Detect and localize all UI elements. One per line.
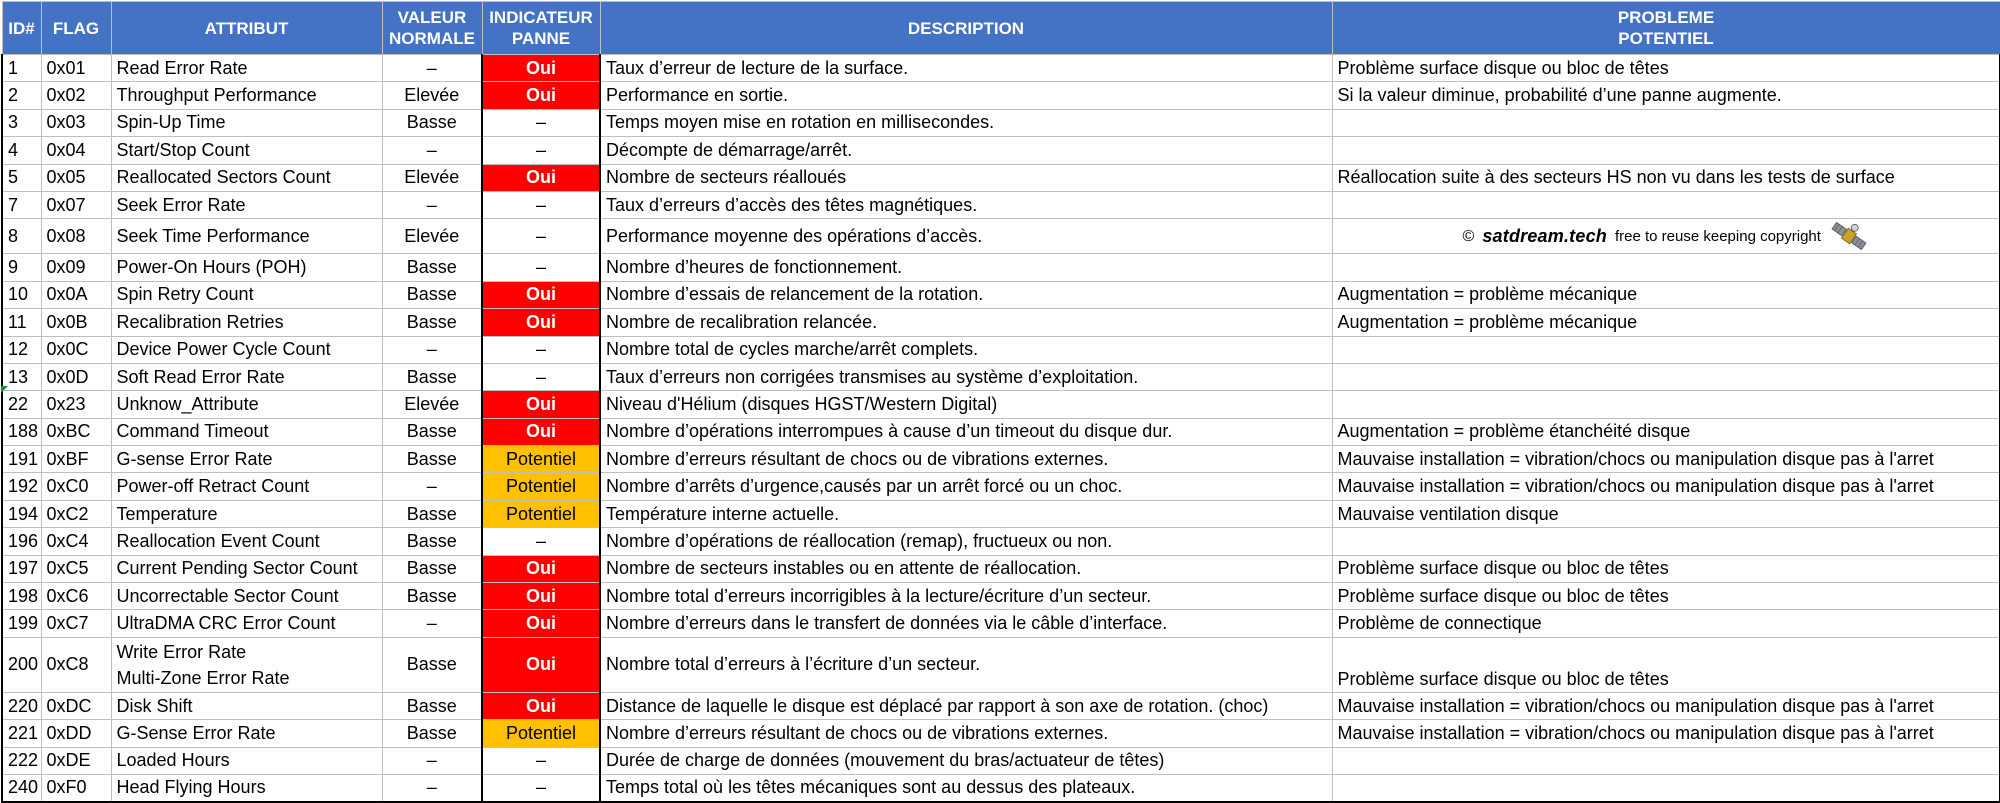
table-row bbox=[2, 219, 2000, 254]
brand-name: satdream.tech bbox=[1482, 225, 1607, 246]
cell-valeur-normale: – bbox=[382, 610, 482, 637]
table-header bbox=[2, 2, 2000, 55]
cell-attribut bbox=[111, 500, 382, 527]
table-row bbox=[2, 137, 2000, 164]
cell-indicateur-panne: – bbox=[482, 336, 600, 363]
cell-valeur-normale: – bbox=[382, 747, 482, 774]
cell-indicateur-panne: Potentiel bbox=[482, 720, 600, 747]
table-row bbox=[2, 191, 2000, 218]
cell-id: 5 bbox=[2, 164, 41, 191]
cell-valeur-normale: Basse bbox=[382, 500, 482, 527]
header-probleme-line2: POTENTIEL bbox=[1618, 29, 1714, 48]
cell-valeur-normale: Basse bbox=[382, 309, 482, 336]
cell-id: 9 bbox=[2, 254, 41, 281]
cell-valeur-normale: – bbox=[382, 55, 482, 82]
cell-indicateur-panne: Oui bbox=[482, 281, 600, 308]
cell-probleme-potentiel: Augmentation = problème étanchéité disque bbox=[1332, 418, 2000, 445]
cell-id: 11 bbox=[2, 309, 41, 336]
cell-attribut bbox=[111, 391, 382, 418]
cell-description: Durée de charge de données (mouvement du bras/actuateur de têtes) bbox=[600, 747, 1332, 774]
cell-flag: 0xC2 bbox=[41, 500, 111, 527]
cell-flag: 0x09 bbox=[41, 254, 111, 281]
cell-probleme-potentiel: Mauvaise installation = vibration/chocs ou manipulation disque pas à l'arret bbox=[1332, 720, 2000, 747]
cell-probleme-potentiel: Augmentation = problème mécanique bbox=[1332, 309, 2000, 336]
cell-id: 196 bbox=[2, 528, 41, 555]
attribut-name: G-Sense Error Rate bbox=[116, 722, 276, 743]
cell-attribut bbox=[111, 692, 382, 719]
cell-flag: 0x23 bbox=[41, 391, 111, 418]
cell-flag: 0xC6 bbox=[41, 583, 111, 610]
table-row bbox=[2, 610, 2000, 637]
cell-id: 197 bbox=[2, 555, 41, 582]
attribut-name: Seek Time Performance bbox=[116, 225, 310, 246]
cell-flag: 0x02 bbox=[41, 82, 111, 109]
cell-indicateur-panne: – bbox=[482, 747, 600, 774]
cell-valeur-normale: – bbox=[382, 774, 482, 801]
cell-attribut bbox=[111, 219, 382, 254]
cell-id: 240 bbox=[2, 774, 41, 801]
cell-valeur-normale: Basse bbox=[382, 555, 482, 582]
cell-attribut bbox=[111, 528, 382, 555]
cell-probleme-potentiel: Problème surface disque ou bloc de têtes bbox=[1332, 555, 2000, 582]
table-row bbox=[2, 446, 2000, 473]
cell-probleme-potentiel bbox=[1332, 336, 2000, 363]
cell-valeur-normale: Elevée bbox=[382, 391, 482, 418]
cell-attribut bbox=[111, 363, 382, 390]
cell-probleme-potentiel bbox=[1332, 391, 2000, 418]
cell-description: Taux d’erreurs d’accès des têtes magnétiques. bbox=[600, 191, 1332, 218]
cell-valeur-normale: Basse bbox=[382, 109, 482, 136]
cell-flag: 0x03 bbox=[41, 109, 111, 136]
cell-indicateur-panne: Potentiel bbox=[482, 500, 600, 527]
satellite-icon bbox=[1829, 219, 1869, 253]
cell-probleme-potentiel bbox=[1332, 747, 2000, 774]
cell-flag: 0x0C bbox=[41, 336, 111, 363]
header-valeur-line2: NORMALE bbox=[389, 29, 475, 48]
attribut-name: Head Flying Hours bbox=[116, 777, 266, 798]
attribut-name: Recalibration Retries bbox=[116, 311, 284, 332]
attribut-name: Multi-Zone Error Rate bbox=[116, 667, 290, 688]
cell-description: Nombre d’opérations de réallocation (remap), fructueux ou non. bbox=[600, 528, 1332, 555]
cell-flag: 0x0D bbox=[41, 363, 111, 390]
cell-id: 199 bbox=[2, 610, 41, 637]
cell-description: Nombre de secteurs instables ou en attente de réallocation. bbox=[600, 555, 1332, 582]
cell-valeur-normale: Basse bbox=[382, 637, 482, 692]
attribut-name: Spin Retry Count bbox=[116, 284, 254, 305]
header-valeur-normale bbox=[382, 2, 482, 55]
smart-attributes-table bbox=[1, 1, 2000, 803]
cell-probleme-potentiel bbox=[1332, 528, 2000, 555]
table-row bbox=[2, 109, 2000, 136]
cell-description: Nombre total de cycles marche/arrêt complets. bbox=[600, 336, 1332, 363]
cell-attribut bbox=[111, 254, 382, 281]
table-row bbox=[2, 418, 2000, 445]
cell-flag: 0xC8 bbox=[41, 637, 111, 692]
cell-valeur-normale: – bbox=[382, 336, 482, 363]
cell-flag: 0xDD bbox=[41, 720, 111, 747]
table-row bbox=[2, 583, 2000, 610]
cell-indicateur-panne: – bbox=[482, 528, 600, 555]
cell-description: Taux d’erreur de lecture de la surface. bbox=[600, 55, 1332, 82]
cell-id: 192 bbox=[2, 473, 41, 500]
cell-description: Performance moyenne des opérations d’accès. bbox=[600, 219, 1332, 254]
cell-probleme-potentiel bbox=[1332, 219, 2000, 254]
attribut-name: Read Error Rate bbox=[116, 57, 248, 78]
cell-probleme-potentiel: Problème surface disque ou bloc de têtes bbox=[1332, 637, 2000, 692]
header-valeur-line1: VALEUR bbox=[397, 8, 467, 27]
table-row bbox=[2, 473, 2000, 500]
cell-indicateur-panne: – bbox=[482, 109, 600, 136]
cell-attribut bbox=[111, 309, 382, 336]
table-body bbox=[2, 55, 2000, 802]
attribut-name: Soft Read Error Rate bbox=[116, 366, 285, 387]
header-probleme-line1: PROBLEME bbox=[1617, 8, 1715, 27]
cell-id: 13 bbox=[2, 363, 41, 390]
cell-description: Nombre d’arrêts d’urgence,causés par un arrêt forcé ou un choc. bbox=[600, 473, 1332, 500]
cell-description: Nombre d’opérations interrompues à cause d’un timeout du disque dur. bbox=[600, 418, 1332, 445]
cell-probleme-potentiel: Réallocation suite à des secteurs HS non vu dans les tests de surface bbox=[1332, 164, 2000, 191]
cell-probleme-potentiel bbox=[1332, 774, 2000, 801]
cell-attribut bbox=[111, 137, 382, 164]
cell-description: Performance en sortie. bbox=[600, 82, 1332, 109]
cell-probleme-potentiel bbox=[1332, 363, 2000, 390]
attribut-name: Write Error Rate bbox=[116, 641, 247, 662]
cell-flag: 0x04 bbox=[41, 137, 111, 164]
cell-attribut bbox=[111, 336, 382, 363]
cell-indicateur-panne: Potentiel bbox=[482, 473, 600, 500]
cell-attribut bbox=[111, 418, 382, 445]
table-row bbox=[2, 309, 2000, 336]
table-row bbox=[2, 555, 2000, 582]
cell-description: Nombre de recalibration relancée. bbox=[600, 309, 1332, 336]
cell-probleme-potentiel: Mauvaise installation = vibration/chocs ou manipulation disque pas à l'arret bbox=[1332, 692, 2000, 719]
attribut-name: Uncorrectable Sector Count bbox=[116, 585, 339, 606]
cell-flag: 0x01 bbox=[41, 55, 111, 82]
cell-flag: 0x0B bbox=[41, 309, 111, 336]
cell-attribut bbox=[111, 446, 382, 473]
attribut-name: Reallocation Event Count bbox=[116, 530, 320, 551]
cell-probleme-potentiel bbox=[1332, 109, 2000, 136]
cell-indicateur-panne: – bbox=[482, 191, 600, 218]
attribut-name: Throughput Performance bbox=[116, 85, 317, 106]
cell-id: 222 bbox=[2, 747, 41, 774]
cell-indicateur-panne: Oui bbox=[482, 164, 600, 191]
cell-valeur-normale: Basse bbox=[382, 363, 482, 390]
cell-flag: 0xC0 bbox=[41, 473, 111, 500]
cell-description: Nombre d’erreurs résultant de chocs ou de vibrations externes. bbox=[600, 446, 1332, 473]
cell-id: 12 bbox=[2, 336, 41, 363]
cell-description: Distance de laquelle le disque est déplacé par rapport à son axe de rotation. (choc) bbox=[600, 692, 1332, 719]
cell-indicateur-panne: Potentiel bbox=[482, 446, 600, 473]
cell-description: Nombre d’erreurs résultant de chocs ou de vibrations externes. bbox=[600, 720, 1332, 747]
attribut-name: Unknow_Attribute bbox=[116, 393, 259, 414]
cell-indicateur-panne: – bbox=[482, 254, 600, 281]
cell-valeur-normale: Basse bbox=[382, 418, 482, 445]
attribut-name: Seek Error Rate bbox=[116, 194, 246, 215]
table-row bbox=[2, 254, 2000, 281]
attribut-name: Device Power Cycle Count bbox=[116, 339, 331, 360]
cell-indicateur-panne: – bbox=[482, 219, 600, 254]
cell-attribut bbox=[111, 82, 382, 109]
watermark-text: free to reuse keeping copyright bbox=[1614, 227, 1821, 245]
cell-description: Température interne actuelle. bbox=[600, 500, 1332, 527]
cell-description: Nombre d’essais de relancement de la rotation. bbox=[600, 281, 1332, 308]
attribut-name: Current Pending Sector Count bbox=[116, 558, 358, 579]
header-attribut: ATTRIBUT bbox=[111, 2, 382, 55]
table-row bbox=[2, 747, 2000, 774]
cell-id: 22 bbox=[2, 391, 41, 418]
cell-flag: 0x05 bbox=[41, 164, 111, 191]
attribut-name: G-sense Error Rate bbox=[116, 448, 273, 469]
cell-flag: 0x0A bbox=[41, 281, 111, 308]
cell-id: 3 bbox=[2, 109, 41, 136]
cell-indicateur-panne: Oui bbox=[482, 418, 600, 445]
header-description: DESCRIPTION bbox=[600, 2, 1332, 55]
cell-probleme-potentiel: Problème surface disque ou bloc de têtes bbox=[1332, 55, 2000, 82]
cell-flag: 0x08 bbox=[41, 219, 111, 254]
cell-attribut bbox=[111, 55, 382, 82]
cell-flag: 0xC7 bbox=[41, 610, 111, 637]
cell-flag: 0xF0 bbox=[41, 774, 111, 801]
cell-id: 1 bbox=[2, 55, 41, 82]
cell-flag: 0xC4 bbox=[41, 528, 111, 555]
table-row bbox=[2, 82, 2000, 109]
cell-attribut bbox=[111, 583, 382, 610]
header-indicateur-line1: INDICATEUR bbox=[489, 8, 593, 27]
cell-valeur-normale: Elevée bbox=[382, 82, 482, 109]
cell-flag: 0xBF bbox=[41, 446, 111, 473]
cell-valeur-normale: Basse bbox=[382, 254, 482, 281]
cell-id: 198 bbox=[2, 583, 41, 610]
attribut-name: Command Timeout bbox=[116, 421, 269, 442]
cell-attribut bbox=[111, 281, 382, 308]
attribut-name: Reallocated Sectors Count bbox=[116, 167, 331, 188]
cell-indicateur-panne: Oui bbox=[482, 692, 600, 719]
cell-attribut bbox=[111, 191, 382, 218]
cell-description: Décompte de démarrage/arrêt. bbox=[600, 137, 1332, 164]
cell-attribut bbox=[111, 720, 382, 747]
attribut-name: Disk Shift bbox=[116, 695, 193, 716]
cell-probleme-potentiel bbox=[1332, 254, 2000, 281]
cell-flag: 0xC5 bbox=[41, 555, 111, 582]
table-row bbox=[2, 336, 2000, 363]
cell-note-marker bbox=[1, 386, 8, 393]
cell-indicateur-panne: Oui bbox=[482, 610, 600, 637]
cell-id: 2 bbox=[2, 82, 41, 109]
cell-id: 4 bbox=[2, 137, 41, 164]
cell-description: Nombre de secteurs réalloués bbox=[600, 164, 1332, 191]
cell-id: 10 bbox=[2, 281, 41, 308]
cell-description: Nombre d’erreurs dans le transfert de données via le câble d’interface. bbox=[600, 610, 1332, 637]
cell-probleme-potentiel: Si la valeur diminue, probabilité d’une panne augmente. bbox=[1332, 82, 2000, 109]
cell-id: 221 bbox=[2, 720, 41, 747]
cell-valeur-normale: – bbox=[382, 191, 482, 218]
cell-attribut bbox=[111, 637, 382, 692]
attribut-name: Power-off Retract Count bbox=[116, 476, 310, 497]
attribut-name: Start/Stop Count bbox=[116, 139, 250, 160]
table-row bbox=[2, 363, 2000, 390]
copyright-watermark bbox=[1338, 219, 1995, 253]
cell-id: 188 bbox=[2, 418, 41, 445]
cell-id: 220 bbox=[2, 692, 41, 719]
table-row bbox=[2, 164, 2000, 191]
cell-id: 7 bbox=[2, 191, 41, 218]
cell-valeur-normale: Basse bbox=[382, 692, 482, 719]
cell-attribut bbox=[111, 109, 382, 136]
header-indicateur-panne bbox=[482, 2, 600, 55]
cell-valeur-normale: Basse bbox=[382, 281, 482, 308]
cell-flag: 0x07 bbox=[41, 191, 111, 218]
attribut-name: Power-On Hours (POH) bbox=[116, 257, 307, 278]
cell-attribut bbox=[111, 774, 382, 801]
cell-probleme-potentiel bbox=[1332, 137, 2000, 164]
cell-attribut bbox=[111, 610, 382, 637]
cell-indicateur-panne: Oui bbox=[482, 309, 600, 336]
cell-indicateur-panne: Oui bbox=[482, 637, 600, 692]
header-id: ID# bbox=[2, 2, 41, 55]
cell-indicateur-panne: Oui bbox=[482, 82, 600, 109]
cell-attribut bbox=[111, 473, 382, 500]
header-probleme-potentiel bbox=[1332, 2, 2000, 55]
table-row bbox=[2, 281, 2000, 308]
cell-valeur-normale: Basse bbox=[382, 720, 482, 747]
table-row bbox=[2, 55, 2000, 82]
attribut-name: UltraDMA CRC Error Count bbox=[116, 613, 336, 634]
attribut-name: Temperature bbox=[116, 503, 218, 524]
table-row bbox=[2, 637, 2000, 692]
cell-flag: 0xDC bbox=[41, 692, 111, 719]
cell-probleme-potentiel bbox=[1332, 191, 2000, 218]
cell-id: 8 bbox=[2, 219, 41, 254]
cell-probleme-potentiel: Augmentation = problème mécanique bbox=[1332, 281, 2000, 308]
cell-indicateur-panne: – bbox=[482, 137, 600, 164]
cell-valeur-normale: – bbox=[382, 473, 482, 500]
cell-description: Nombre d’heures de fonctionnement. bbox=[600, 254, 1332, 281]
attribut-name: Loaded Hours bbox=[116, 750, 230, 771]
cell-valeur-normale: Basse bbox=[382, 583, 482, 610]
copyright-symbol: © bbox=[1462, 227, 1475, 245]
table-row bbox=[2, 692, 2000, 719]
cell-attribut bbox=[111, 747, 382, 774]
cell-description: Niveau d'Hélium (disques HGST/Western Digital) bbox=[600, 391, 1332, 418]
cell-id: 200 bbox=[2, 637, 41, 692]
cell-description: Nombre total d’erreurs à l’écriture d’un secteur. bbox=[600, 637, 1332, 692]
header-indicateur-line2: PANNE bbox=[511, 29, 571, 48]
attribut-name: Spin-Up Time bbox=[116, 112, 226, 133]
cell-valeur-normale: Basse bbox=[382, 446, 482, 473]
cell-id: 191 bbox=[2, 446, 41, 473]
cell-flag: 0xBC bbox=[41, 418, 111, 445]
cell-indicateur-panne: – bbox=[482, 363, 600, 390]
cell-description: Temps total où les têtes mécaniques sont au dessus des plateaux. bbox=[600, 774, 1332, 801]
cell-indicateur-panne: Oui bbox=[482, 55, 600, 82]
cell-indicateur-panne: Oui bbox=[482, 391, 600, 418]
cell-valeur-normale: Basse bbox=[382, 528, 482, 555]
cell-valeur-normale: Elevée bbox=[382, 219, 482, 254]
cell-id: 194 bbox=[2, 500, 41, 527]
cell-probleme-potentiel: Mauvaise installation = vibration/chocs ou manipulation disque pas à l'arret bbox=[1332, 473, 2000, 500]
table-row bbox=[2, 391, 2000, 418]
cell-description: Nombre total d’erreurs incorrigibles à la lecture/écriture d’un secteur. bbox=[600, 583, 1332, 610]
table-row bbox=[2, 500, 2000, 527]
cell-description: Temps moyen mise en rotation en millisecondes. bbox=[600, 109, 1332, 136]
cell-valeur-normale: – bbox=[382, 137, 482, 164]
table-row bbox=[2, 528, 2000, 555]
header-flag: FLAG bbox=[41, 2, 111, 55]
cell-description: Taux d’erreurs non corrigées transmises au système d’exploitation. bbox=[600, 363, 1332, 390]
cell-probleme-potentiel: Problème de connectique bbox=[1332, 610, 2000, 637]
cell-attribut bbox=[111, 555, 382, 582]
table-row bbox=[2, 720, 2000, 747]
table-row bbox=[2, 774, 2000, 801]
cell-indicateur-panne: Oui bbox=[482, 555, 600, 582]
cell-probleme-potentiel: Mauvaise installation = vibration/chocs ou manipulation disque pas à l'arret bbox=[1332, 446, 2000, 473]
cell-indicateur-panne: – bbox=[482, 774, 600, 801]
cell-probleme-potentiel: Problème surface disque ou bloc de têtes bbox=[1332, 583, 2000, 610]
cell-probleme-potentiel: Mauvaise ventilation disque bbox=[1332, 500, 2000, 527]
cell-indicateur-panne: Oui bbox=[482, 583, 600, 610]
cell-valeur-normale: Elevée bbox=[382, 164, 482, 191]
cell-flag: 0xDE bbox=[41, 747, 111, 774]
cell-attribut bbox=[111, 164, 382, 191]
